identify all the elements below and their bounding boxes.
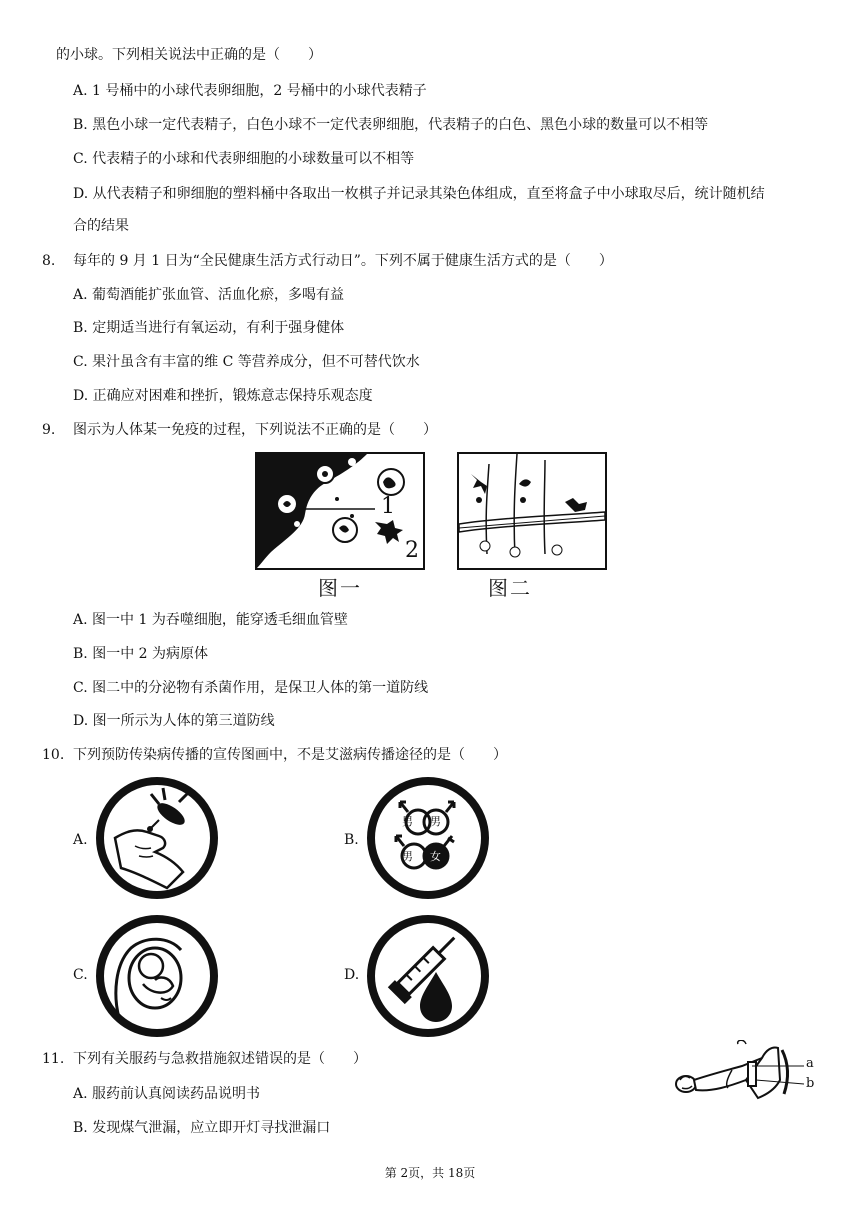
q11-option-a: A. 服药前认真阅读药品说明书 bbox=[73, 1086, 261, 1102]
figure-one-caption: 图一 bbox=[318, 576, 362, 600]
label-a: a bbox=[806, 1056, 814, 1071]
sexual-contact-icon bbox=[366, 776, 490, 904]
arm-tourniquet-figure bbox=[672, 1040, 822, 1116]
figure-two bbox=[457, 452, 607, 570]
male-label-2: 男 bbox=[430, 815, 441, 828]
fig1-label-1: 1 bbox=[381, 494, 395, 519]
q11-number: 11. bbox=[42, 1051, 65, 1067]
q8-option-c: C. 果汁虽含有丰富的维 C 等营养成分，但不可替代饮水 bbox=[73, 354, 420, 370]
mosquito-bite-icon bbox=[95, 776, 219, 904]
q9-stem: 图示为人体某一免疫的过程，下列说法不正确的是（ ） bbox=[73, 422, 437, 438]
label-b: b bbox=[806, 1076, 815, 1091]
q10-option-a-label: A. bbox=[73, 832, 88, 848]
blood-vessel-illustration bbox=[257, 454, 423, 568]
q7-option-b: B. 黑色小球一定代表精子，白色小球不一定代表卵细胞，代表精子的白色、黑色小球的数量可以不相等 bbox=[73, 117, 709, 133]
q7-option-d-cont: 合的结果 bbox=[73, 218, 129, 234]
q10-stem: 下列预防传染病传播的宣传图画中，不是艾滋病传播途径的是（ ） bbox=[73, 747, 507, 763]
figure-two-caption: 图二 bbox=[488, 576, 532, 600]
q9-option-d: D. 图一所示为人体的第三道防线 bbox=[73, 713, 275, 729]
q11-stem: 下列有关服药与急救措施叙述错误的是（ ） bbox=[73, 1051, 367, 1067]
male-label-3: 男 bbox=[402, 850, 413, 863]
q9-option-b: B. 图一中 2 为病原体 bbox=[73, 646, 208, 662]
figure-one bbox=[255, 452, 425, 570]
q8-stem: 每年的 9 月 1 日为“全民健康生活方式行动日”。下列不属于健康生活方式的是（ ） bbox=[73, 253, 613, 269]
fig1-label-2: 2 bbox=[405, 538, 419, 563]
syringe-blood-icon bbox=[366, 914, 490, 1042]
female-label: 女 bbox=[430, 850, 441, 863]
q7-option-a: A. 1 号桶中的小球代表卵细胞，2 号桶中的小球代表精子 bbox=[73, 83, 427, 99]
q7-option-c: C. 代表精子的小球和代表卵细胞的小球数量可以不相等 bbox=[73, 151, 415, 167]
fetus-in-womb-icon bbox=[95, 914, 219, 1042]
q8-option-d: D. 正确应对困难和挫折，锻炼意志保持乐观态度 bbox=[73, 388, 373, 404]
q10-option-c-label: C. bbox=[73, 967, 88, 983]
q7-stem-continuation: 的小球。下列相关说法中正确的是（ ） bbox=[56, 47, 322, 63]
q7-option-d: D. 从代表精子和卵细胞的塑料桶中各取出一枚棋子并记录其染色体组成，直至将盒子中小球取尽后，统计随机结 bbox=[73, 186, 765, 202]
q9-number: 9. bbox=[42, 422, 56, 438]
q10-option-b-label: B. bbox=[344, 832, 359, 848]
q9-option-a: A. 图一中 1 为吞噬细胞，能穿透毛细血管壁 bbox=[73, 612, 348, 628]
q8-option-b: B. 定期适当进行有氧运动，有利于强身健体 bbox=[73, 320, 345, 336]
q8-option-a: A. 葡萄酒能扩张血管、活血化瘀，多喝有益 bbox=[73, 287, 345, 303]
q8-number: 8. bbox=[42, 253, 56, 269]
skin-cross-section-illustration bbox=[459, 454, 605, 568]
q11-option-b: B. 发现煤气泄漏，应立即开灯寻找泄漏口 bbox=[73, 1120, 331, 1136]
q10-number: 10. bbox=[42, 747, 65, 763]
page-footer: 第 2页，共 18页 bbox=[384, 1166, 476, 1180]
q9-option-c: C. 图二中的分泌物有杀菌作用，是保卫人体的第一道防线 bbox=[73, 680, 429, 696]
q10-option-d-label: D. bbox=[344, 967, 360, 983]
male-label-1: 男 bbox=[402, 815, 413, 828]
